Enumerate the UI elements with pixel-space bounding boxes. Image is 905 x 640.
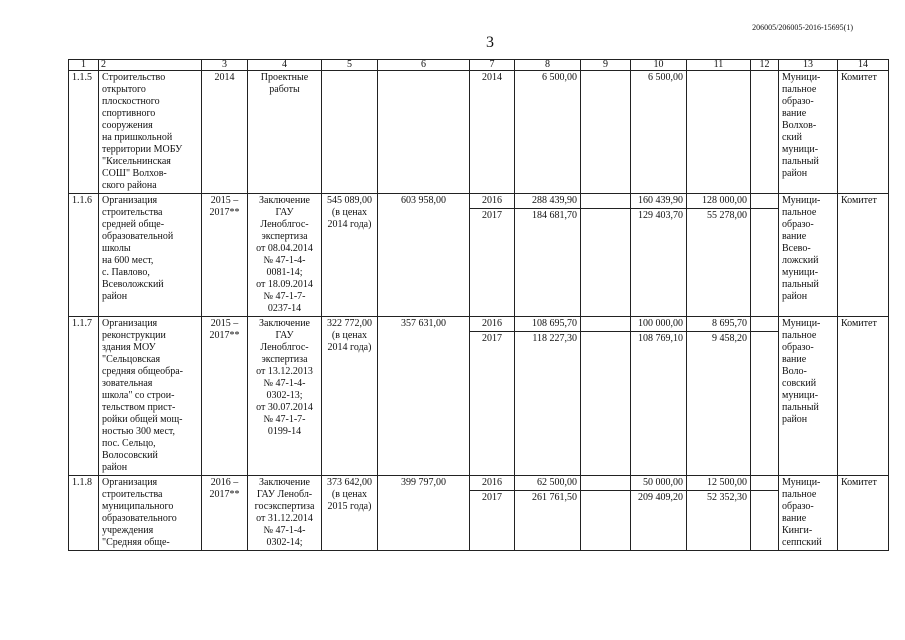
funding-local: 12 500,00 [707,477,747,488]
funding-total: 118 227,30 [515,331,580,346]
column-number: 1 [69,60,99,71]
project-documentation: Заключение ГАУ Леноблгос- экспертиза от 08.04.2014 № 47-1-4- 0081-14; от 18.09.2014 № 47-1-7- 0237-14 [248,194,322,317]
year: 2017 [470,208,514,223]
year-cell [470,71,515,194]
funding-col9-cell [581,317,631,476]
funding-local: 52 352,30 [687,490,750,505]
table-row [69,194,889,317]
funding-col9-cell [581,194,631,317]
column-number: 4 [248,60,322,71]
program-table [68,59,889,551]
column-number: 14 [838,60,889,71]
executor: Комитет [838,71,889,194]
column-number: 10 [631,60,687,71]
project-documentation: Заключение ГАУ Леноблгос- экспертиза от 13.12.2013 № 47-1-4- 0302-13; от 30.07.2014 № 47-1-7- 0199-14 [248,317,322,476]
row-number: 1.1.5 [69,71,99,194]
column-number: 5 [322,60,378,71]
funding-total-cell [515,194,581,317]
funding-local-cell [687,71,751,194]
funding-local: 8 695,70 [712,318,747,329]
funding-col9-cell [581,476,631,551]
funding-regional: 6 500,00 [648,72,683,83]
object-name: Строительство открытого плоскостного спортивного сооружения на пришкольной территории МОБУ "Кисельнинская СОШ" Волхов- ского района [99,71,202,194]
year: 2017 [470,490,514,505]
estimated-cost: 545 089,00 (в ценах 2014 года) [322,194,378,317]
column-number: 8 [515,60,581,71]
period: 2014 [202,71,248,194]
funding-local-cell [687,317,751,476]
column-number: 7 [470,60,515,71]
funding-total: 261 761,50 [515,490,580,505]
funding-regional: 209 409,20 [631,490,686,505]
page-number: 3 [486,34,494,51]
year-cell [470,194,515,317]
executor: Комитет [838,194,889,317]
funding-regional-cell [631,71,687,194]
table-row [69,317,889,476]
funding-col12 [751,317,778,331]
customer: Муници- пальное образо- вание Всево- ложский муници- пальный район [779,194,838,317]
funding-col9 [581,317,630,331]
total-cost [378,71,470,194]
funding-total-cell [515,71,581,194]
funding-local [687,71,750,85]
funding-total: 62 500,00 [537,477,577,488]
total-cost: 603 958,00 [378,194,470,317]
year-cell [470,317,515,476]
year: 2017 [470,331,514,346]
funding-total: 6 500,00 [542,72,577,83]
funding-col9 [581,476,630,490]
executor: Комитет [838,317,889,476]
column-number-row [69,60,889,71]
executor: Комитет [838,476,889,551]
funding-regional-cell [631,194,687,317]
column-number: 9 [581,60,631,71]
funding-col12-cell [751,317,779,476]
funding-total-cell [515,476,581,551]
period: 2015 – 2017** [202,317,248,476]
funding-local: 128 000,00 [702,195,747,206]
object-name: Организация реконструкции здания МОУ "Сельцовская средняя общеобра- зовательная школа" со строи- тельством прист- ройки общей мощ- ностью 300 мест, пос. Сельцо, Волосовский район [99,317,202,476]
estimated-cost: 322 772,00 (в ценах 2014 года) [322,317,378,476]
column-number: 13 [779,60,838,71]
year: 2016 [482,318,502,329]
funding-regional: 129 403,70 [631,208,686,223]
period: 2015 – 2017** [202,194,248,317]
customer: Муници- пальное образо- вание Волхов- ский муници- пальный район [779,71,838,194]
total-cost: 399 797,00 [378,476,470,551]
funding-col9-cell [581,71,631,194]
column-number: 3 [202,60,248,71]
customer: Муници- пальное образо- вание Кинги- сеппский [779,476,838,551]
funding-col9 [581,490,630,505]
total-cost: 357 631,00 [378,317,470,476]
funding-local: 55 278,00 [687,208,750,223]
object-name: Организация строительства средней обще- образовательной школы на 600 мест, с. Павлово, Всеволожский район [99,194,202,317]
funding-col12-cell [751,71,779,194]
period: 2016 – 2017** [202,476,248,551]
funding-total: 184 681,70 [515,208,580,223]
row-number: 1.1.6 [69,194,99,317]
funding-total: 108 695,70 [532,318,577,329]
estimated-cost: 373 642,00 (в ценах 2015 года) [322,476,378,551]
funding-total: 288 439,90 [532,195,577,206]
funding-total-cell [515,317,581,476]
year-cell [470,476,515,551]
funding-regional-cell [631,317,687,476]
funding-col12 [751,194,778,208]
funding-regional: 108 769,10 [631,331,686,346]
funding-local: 9 458,20 [687,331,750,346]
funding-col9 [581,71,630,85]
funding-col12 [751,331,778,346]
funding-regional: 160 439,90 [638,195,683,206]
funding-regional: 100 000,00 [638,318,683,329]
column-number: 2 [99,60,202,71]
column-number: 11 [687,60,751,71]
column-number: 6 [378,60,470,71]
table-row [69,71,889,194]
project-documentation: Проектные работы [248,71,322,194]
funding-col12 [751,208,778,223]
funding-col12-cell [751,476,779,551]
funding-regional: 50 000,00 [643,477,683,488]
funding-local-cell [687,476,751,551]
column-number: 12 [751,60,779,71]
customer: Муници- пальное образо- вание Воло- совский муници- пальный район [779,317,838,476]
row-number: 1.1.7 [69,317,99,476]
funding-col9 [581,194,630,208]
funding-regional-cell [631,476,687,551]
year: 2016 [482,195,502,206]
object-name: Организация строительства муниципального образовательного учреждения "Средняя обще- [99,476,202,551]
funding-col12-cell [751,194,779,317]
funding-col12 [751,476,778,490]
funding-col9 [581,331,630,346]
funding-col12 [751,490,778,505]
funding-col9 [581,208,630,223]
project-documentation: Заключение ГАУ Ленобл- госэкспертиза от 31.12.2014 № 47-1-4- 0302-14; [248,476,322,551]
year: 2016 [482,477,502,488]
estimated-cost [322,71,378,194]
year: 2014 [482,72,502,83]
table-row [69,476,889,551]
row-number: 1.1.8 [69,476,99,551]
funding-local-cell [687,194,751,317]
document-id: 206005/206005-2016-15695(1) [752,23,853,32]
funding-col12 [751,71,778,85]
